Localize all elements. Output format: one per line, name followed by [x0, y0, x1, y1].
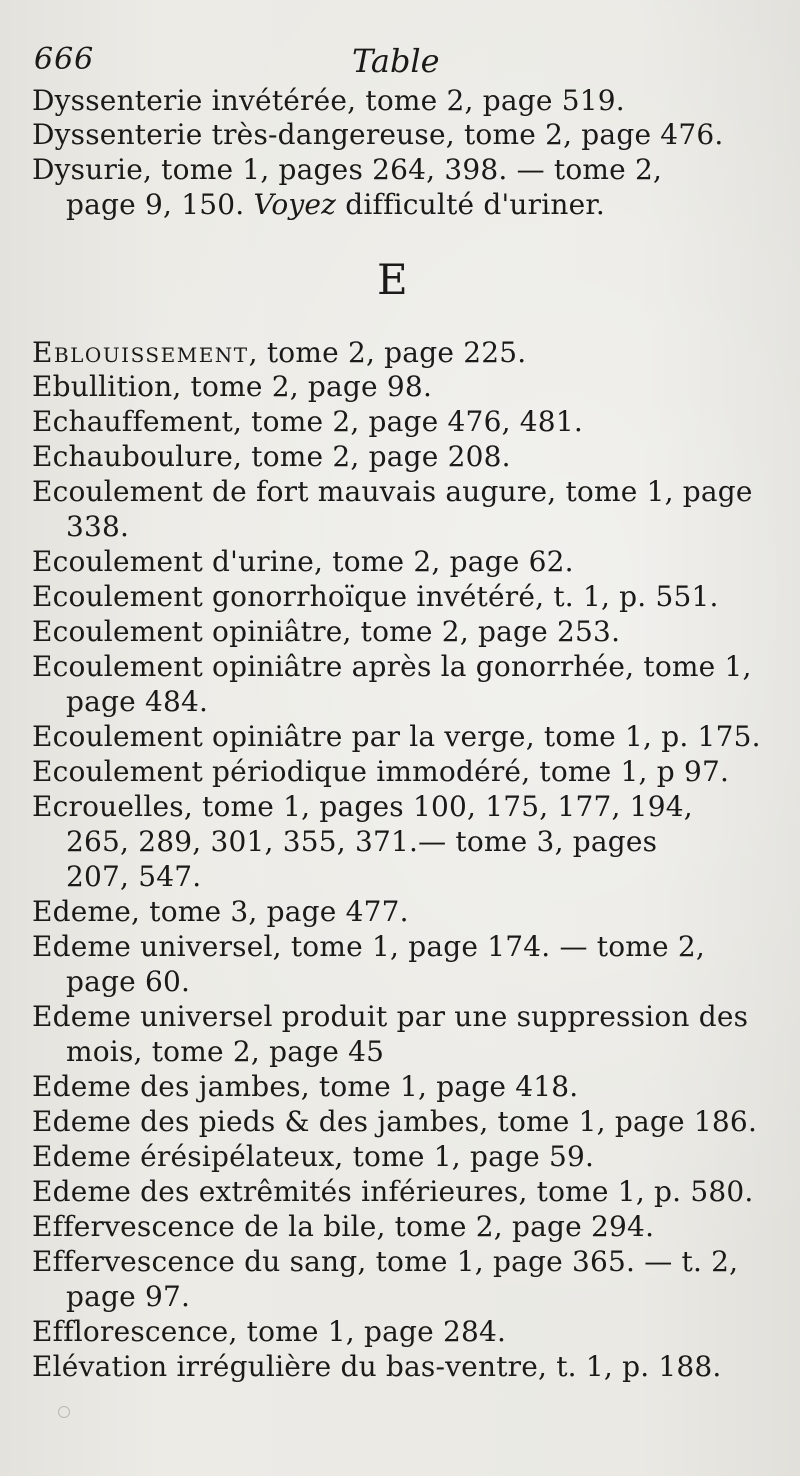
index-entry: Ecoulement d'urine, tome 2, page 62.	[32, 545, 574, 578]
index-entry-continuation: page 60.	[66, 965, 191, 998]
index-entry: Ecoulement opiniâtre après la gonorrhée, tome 1,	[32, 650, 752, 683]
index-entry: Dysurie, tome 1, pages 264, 398. — tome 2,	[32, 153, 663, 186]
index-entry: Edeme des extrêmités inférieures, tome 1, p. 580.	[32, 1175, 754, 1208]
cross-reference-voyez: Voyez	[253, 188, 337, 221]
index-entry: Dyssenterie très-dangereuse, tome 2, page 476.	[32, 118, 724, 151]
index-entry-continuation	[66, 188, 605, 222]
entry-text: , tome 2, page 225.	[248, 336, 527, 369]
running-title: Table	[352, 42, 440, 80]
index-entry-continuation: 207, 547.	[66, 860, 202, 893]
index-entry: Edeme universel produit par une suppression des	[32, 1000, 749, 1033]
index-entry-continuation: 338.	[66, 510, 130, 543]
index-entry: Ecoulement périodique immodéré, tome 1, p 97.	[32, 755, 730, 788]
index-entry: Ecoulement opiniâtre par la verge, tome 1, p. 175.	[32, 720, 761, 753]
paper-blemish	[58, 1406, 70, 1418]
section-letter: E	[377, 255, 408, 304]
entry-text: difficulté d'uriner.	[336, 188, 606, 221]
index-entry: Ebullition, tome 2, page 98.	[32, 370, 433, 403]
index-entry-continuation: mois, tome 2, page 45	[66, 1035, 385, 1068]
index-entry: Elévation irrégulière du bas-ventre, t. 1, p. 188.	[32, 1350, 722, 1383]
index-entry-continuation: page 484.	[66, 685, 209, 718]
index-entry	[32, 336, 526, 370]
index-entry: Echauffement, tome 2, page 476, 481.	[32, 405, 583, 438]
index-entry: Effervescence de la bile, tome 2, page 294.	[32, 1210, 655, 1243]
index-entry: Edeme, tome 3, page 477.	[32, 895, 409, 928]
index-entry: Ecrouelles, tome 1, pages 100, 175, 177, 194,	[32, 790, 693, 823]
entry-text: page 9, 150.	[66, 188, 254, 221]
index-entry: Efflorescence, tome 1, page 284.	[32, 1315, 507, 1348]
index-entry: Ecoulement opiniâtre, tome 2, page 253.	[32, 615, 621, 648]
page-header	[34, 42, 764, 82]
index-entry-continuation: page 97.	[66, 1280, 191, 1313]
index-entry: Effervescence du sang, tome 1, page 365. — t. 2,	[32, 1245, 739, 1278]
index-entry: Edeme universel, tome 1, page 174. — tome 2,	[32, 930, 705, 963]
index-entry-continuation: 265, 289, 301, 355, 371.— tome 3, pages	[66, 825, 658, 858]
page-number: 666	[34, 42, 95, 77]
index-entry: Edeme érésipélateux, tome 1, page 59.	[32, 1140, 595, 1173]
index-entry: Ecoulement gonorrhoïque invétéré, t. 1, p. 551.	[32, 580, 719, 613]
index-entry: Edeme des pieds & des jambes, tome 1, page 186.	[32, 1105, 758, 1138]
entry-headword: Eblouissement	[32, 336, 249, 369]
index-entry: Dyssenterie invétérée, tome 2, page 519.	[32, 84, 625, 117]
index-entry: Echauboulure, tome 2, page 208.	[32, 440, 511, 473]
index-entry: Edeme des jambes, tome 1, page 418.	[32, 1070, 579, 1103]
index-entry: Ecoulement de fort mauvais augure, tome 1, page	[32, 475, 753, 508]
